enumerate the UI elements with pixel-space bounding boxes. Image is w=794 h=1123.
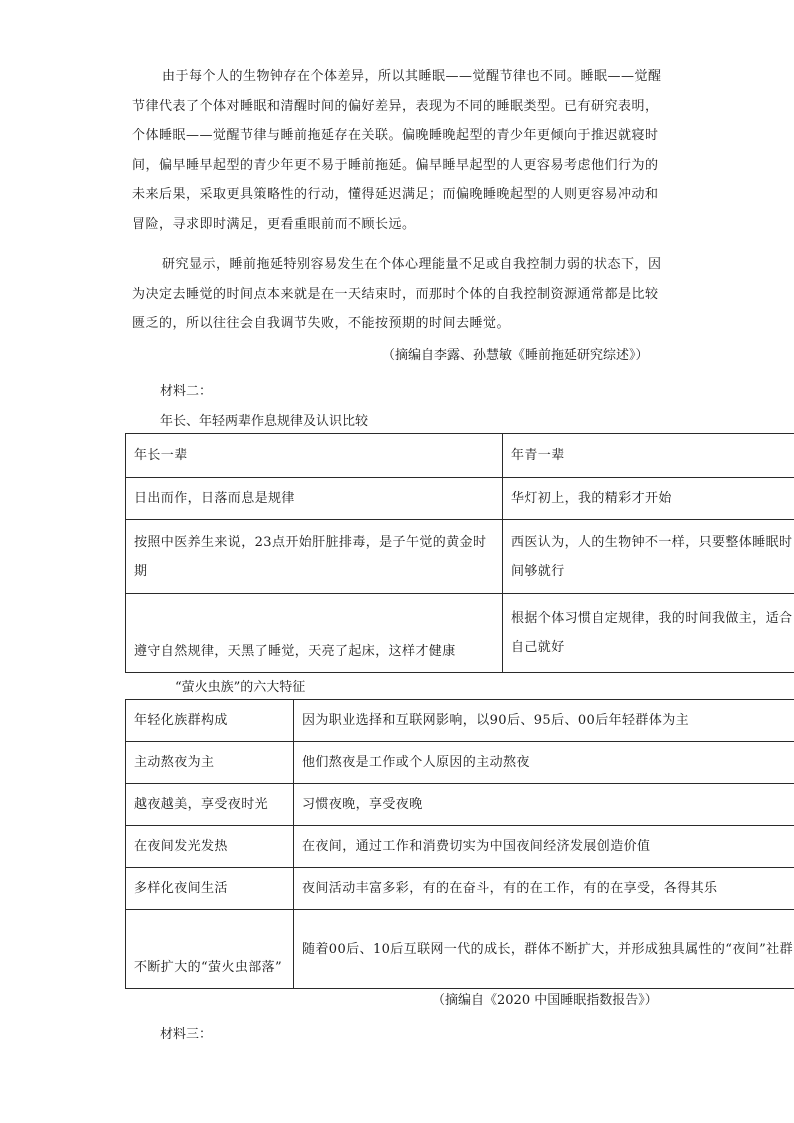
table-header-cell: 年青一辈	[503, 434, 794, 478]
table1-title: 年长、年轻两辈作息规律及认识比较	[160, 414, 369, 429]
table-cell: 习惯夜晚，享受夜晚	[294, 784, 794, 826]
material1-source: （摘编自李露、孙慧敏《睡前拖延研究综述》）	[382, 348, 649, 363]
table-header-cell: 年长一辈	[126, 434, 503, 478]
material1-paragraph-1	[132, 62, 662, 239]
firefly-features-table	[125, 699, 794, 989]
table-cell: 华灯初上，我的精彩才开始	[503, 478, 794, 520]
material2-source: （摘编自《2020 中国睡眠指数报告》）	[432, 993, 658, 1008]
table-cell: 在夜间，通过工作和消费切实为中国夜间经济发展创造价值	[294, 826, 794, 868]
table-row	[126, 478, 794, 520]
material1-paragraph-2-text: 研究显示，睡前拖延特别容易发生在个体心理能量不足或自我控制力弱的状态下，因为决定去睡觉的时间点本来就是在一天结束时，而那时个体的自我控制资源通常都是比较匮乏的，所以往往会自我调节失败，不能按预期的时间去睡觉。	[132, 257, 662, 331]
material2-label: 材料二：	[160, 384, 213, 399]
table-row	[126, 594, 794, 673]
table-cell: 随着00后、10后互联网一代的成长，群体不断扩大，并形成独具属性的“夜间”社群	[294, 910, 794, 989]
table-cell: 遵守自然规律，天黑了睡觉，天亮了起床，这样才健康	[126, 594, 503, 673]
table-cell: 他们熬夜是工作或个人原因的主动熬夜	[294, 742, 794, 784]
table2-title: “萤火虫族”的六大特征	[175, 680, 306, 695]
table-cell: 根据个体习惯自定规律，我的时间我做主，适合自己就好	[503, 594, 794, 673]
table-header-row	[126, 434, 794, 478]
generation-comparison-table	[125, 433, 794, 673]
table-cell: 夜间活动丰富多彩，有的在奋斗，有的在工作，有的在享受，各得其乐	[294, 868, 794, 910]
table-row	[126, 742, 794, 784]
table-row	[126, 700, 794, 742]
table-cell: 在夜间发光发热	[126, 826, 294, 868]
table-cell: 按照中医养生来说，23点开始肝脏排毒，是子午觉的黄金时期	[126, 520, 503, 594]
table-row	[126, 784, 794, 826]
material3-label: 材料三：	[160, 1027, 213, 1042]
table-cell: 年轻化族群构成	[126, 700, 294, 742]
material1-paragraph-1-text: 由于每个人的生物钟存在个体差异，所以其睡眠——觉醒节律也不同。睡眠——觉醒节律代表了个体对睡眠和清醒时间的偏好差异，表现为不同的睡眠类型。已有研究表明，个体睡眠——觉醒节律与睡前拖延存在关联。偏晚睡晚起型的青少年更倾向于推迟就寝时间，偏早睡早起型的青少年更不易于睡前拖延。偏早睡早起型的人更容易考虑他们行为的未来后果，采取更具策略性的行动，懂得延迟满足；而偏晚睡晚起型的人则更容易冲动和冒险，寻求即时满足，更看重眼前而不顾长远。	[132, 69, 662, 232]
material1-paragraph-2	[132, 250, 662, 339]
table-cell: 不断扩大的“萤火虫部落”	[126, 910, 294, 989]
table-cell: 主动熬夜为主	[126, 742, 294, 784]
table-cell: 多样化夜间生活	[126, 868, 294, 910]
table-row	[126, 868, 794, 910]
table-cell: 因为职业选择和互联网影响，以90后、95后、00后年轻群体为主	[294, 700, 794, 742]
table-row	[126, 520, 794, 594]
table-cell: 越夜越美，享受夜时光	[126, 784, 294, 826]
table-cell: 西医认为，人的生物钟不一样，只要整体睡眠时间够就行	[503, 520, 794, 594]
table-row	[126, 826, 794, 868]
table-cell: 日出而作，日落而息是规律	[126, 478, 503, 520]
table-row	[126, 910, 794, 989]
